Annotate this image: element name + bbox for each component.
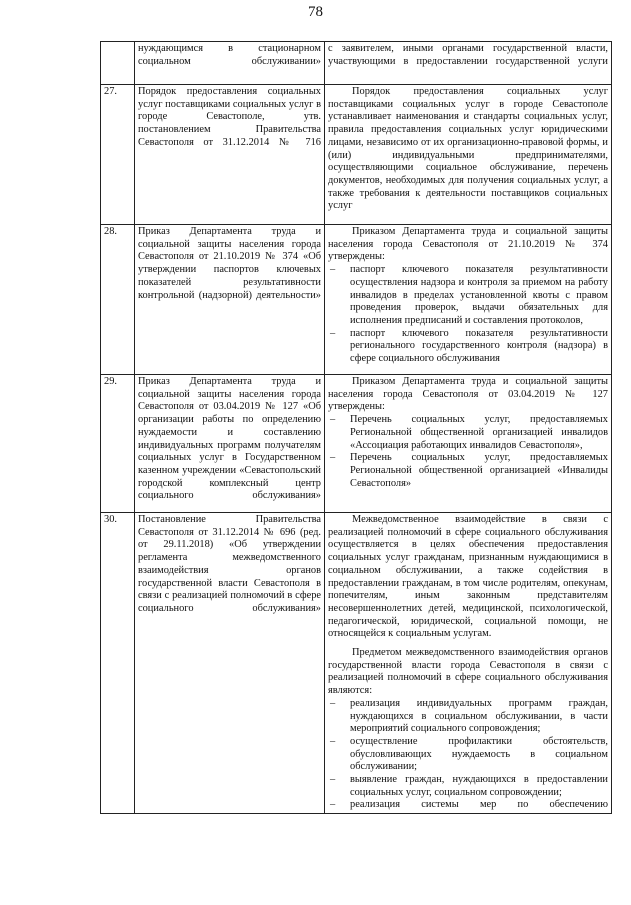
row-number [101,42,135,85]
list-item: – паспорт ключевого показателя результативности осуществления надзора и контроля за приемом на работу инвалидов в пределах установленной квоты с правом проведения проверок, выдачи обязательных для исполнения предписаний и составления протоколов, [328,264,608,328]
table-row [101,375,612,513]
document-description [325,225,612,375]
row-number: 27. [101,85,135,225]
page-number: 78 [308,4,323,20]
document-name: Приказ Департамента труда и социальной защиты населения города Севастополя от 03.04.2019 № 127 «Об организации работы по определению нуждаемости и составлению индивидуальных программ получателям социальных услуг в Государственном казенном учреждении «Севастопольский городской комплексный центр социального обслуживания» [135,375,325,513]
description-list [328,264,608,366]
document-description [325,42,612,85]
list-item: – Перечень социальных услуг, предоставляемых Региональной общественной организацией инвалидов «Ассоциация работающих инвалидов Севастополя», [328,414,608,452]
document-description [325,513,612,814]
description-paragraph: Приказом Департамента труда и социальной защиты населения города Севастополя от 21.10.2019 № 374 утверждены: [328,226,608,263]
list-item: – реализация системы мер по обеспечению [328,799,608,812]
description-text: с заявителем, иными органами государственной власти, участвующими в предоставлении государственной услуги [328,43,608,67]
table-row [101,85,612,225]
list-item: – паспорт ключевого показателя результативности регионального государственного контроля (надзора) в сфере социального обслуживания [328,328,608,366]
table-row [101,513,612,814]
description-paragraph: Предметом межведомственного взаимодействия органов государственной власти города Севастополя в связи с реализацией полномочий в сфере социального обслуживания являются: [328,647,608,697]
description-paragraph: Межведомственное взаимодействие в связи с реализацией полномочий в сфере социального обслуживания осуществляется в целях обеспечения предоставления социальных услуг гражданам, признанным нуждающимися в социальном обслуживании, а также содействия в предоставлении гражданам, в том числе родителям, опекунам, попечителям, иным законным представителям несовершеннолетних детей, медицинской, психологической, педагогической, юридической, социальной помощи, не относящейся к социальным услугам. [328,514,608,640]
description-list [328,698,608,812]
document-name: Приказ Департамента труда и социальной защиты населения города Севастополя от 21.10.2019 № 374 «Об утверждении паспортов ключевых показателей результативности контрольной (надзорной) деятельности» [135,225,325,375]
table-row [101,42,612,85]
document-name: нуждающимся в стационарном социальном обслуживании» [135,42,325,85]
row-number: 30. [101,513,135,814]
list-item: – выявление граждан, нуждающихся в предоставлении социальных услуг, социальном сопровождении; [328,774,608,799]
description-paragraph: Порядок предоставления социальных услуг поставщиками социальных услуг в городе Севастополе устанавливает наименования и стандарты социальных услуг, правила предоставления социальных услуг юридическими лицами, независимо от их организационно-правовой формы, и (или) индивидуальными предпринимателями, осуществляющими социальное обслуживание, перечень документов, необходимых для получения социальных услуг, а также требования к деятельности поставщиков социальных услуг [328,86,608,212]
row-number: 28. [101,225,135,375]
list-item: – реализация индивидуальных программ граждан, нуждающихся в социальном обслуживании, в части мероприятий социального сопровождения; [328,698,608,736]
list-item: – Перечень социальных услуг, предоставляемых Региональной общественной организацией «Инвалиды Севастополя» [328,452,608,490]
document-description [325,375,612,513]
document-name: Порядок предоставления социальных услуг поставщиками социальных услуг в городе Севастополе, утв. постановлением Правительства Севастополя от 31.12.2014 № 716 [135,85,325,225]
description-list [328,414,608,490]
description-paragraph: Приказом Департамента труда и социальной защиты населения города Севастополя от 03.04.2019 № 127 утверждены: [328,376,608,413]
document-name: Постановление Правительства Севастополя от 31.12.2014 № 696 (ред. от 29.11.2018) «Об утверждении регламента межведомственного взаимодействия органов государственной власти Севастополя в связи с реализацией полномочий в сфере социального обслуживания» [135,513,325,814]
regulations-table [100,41,612,814]
row-number: 29. [101,375,135,513]
document-description [325,85,612,225]
table-row [101,225,612,375]
list-item: – осуществление профилактики обстоятельств, обусловливающих нуждаемость в социальном обслуживании; [328,736,608,774]
